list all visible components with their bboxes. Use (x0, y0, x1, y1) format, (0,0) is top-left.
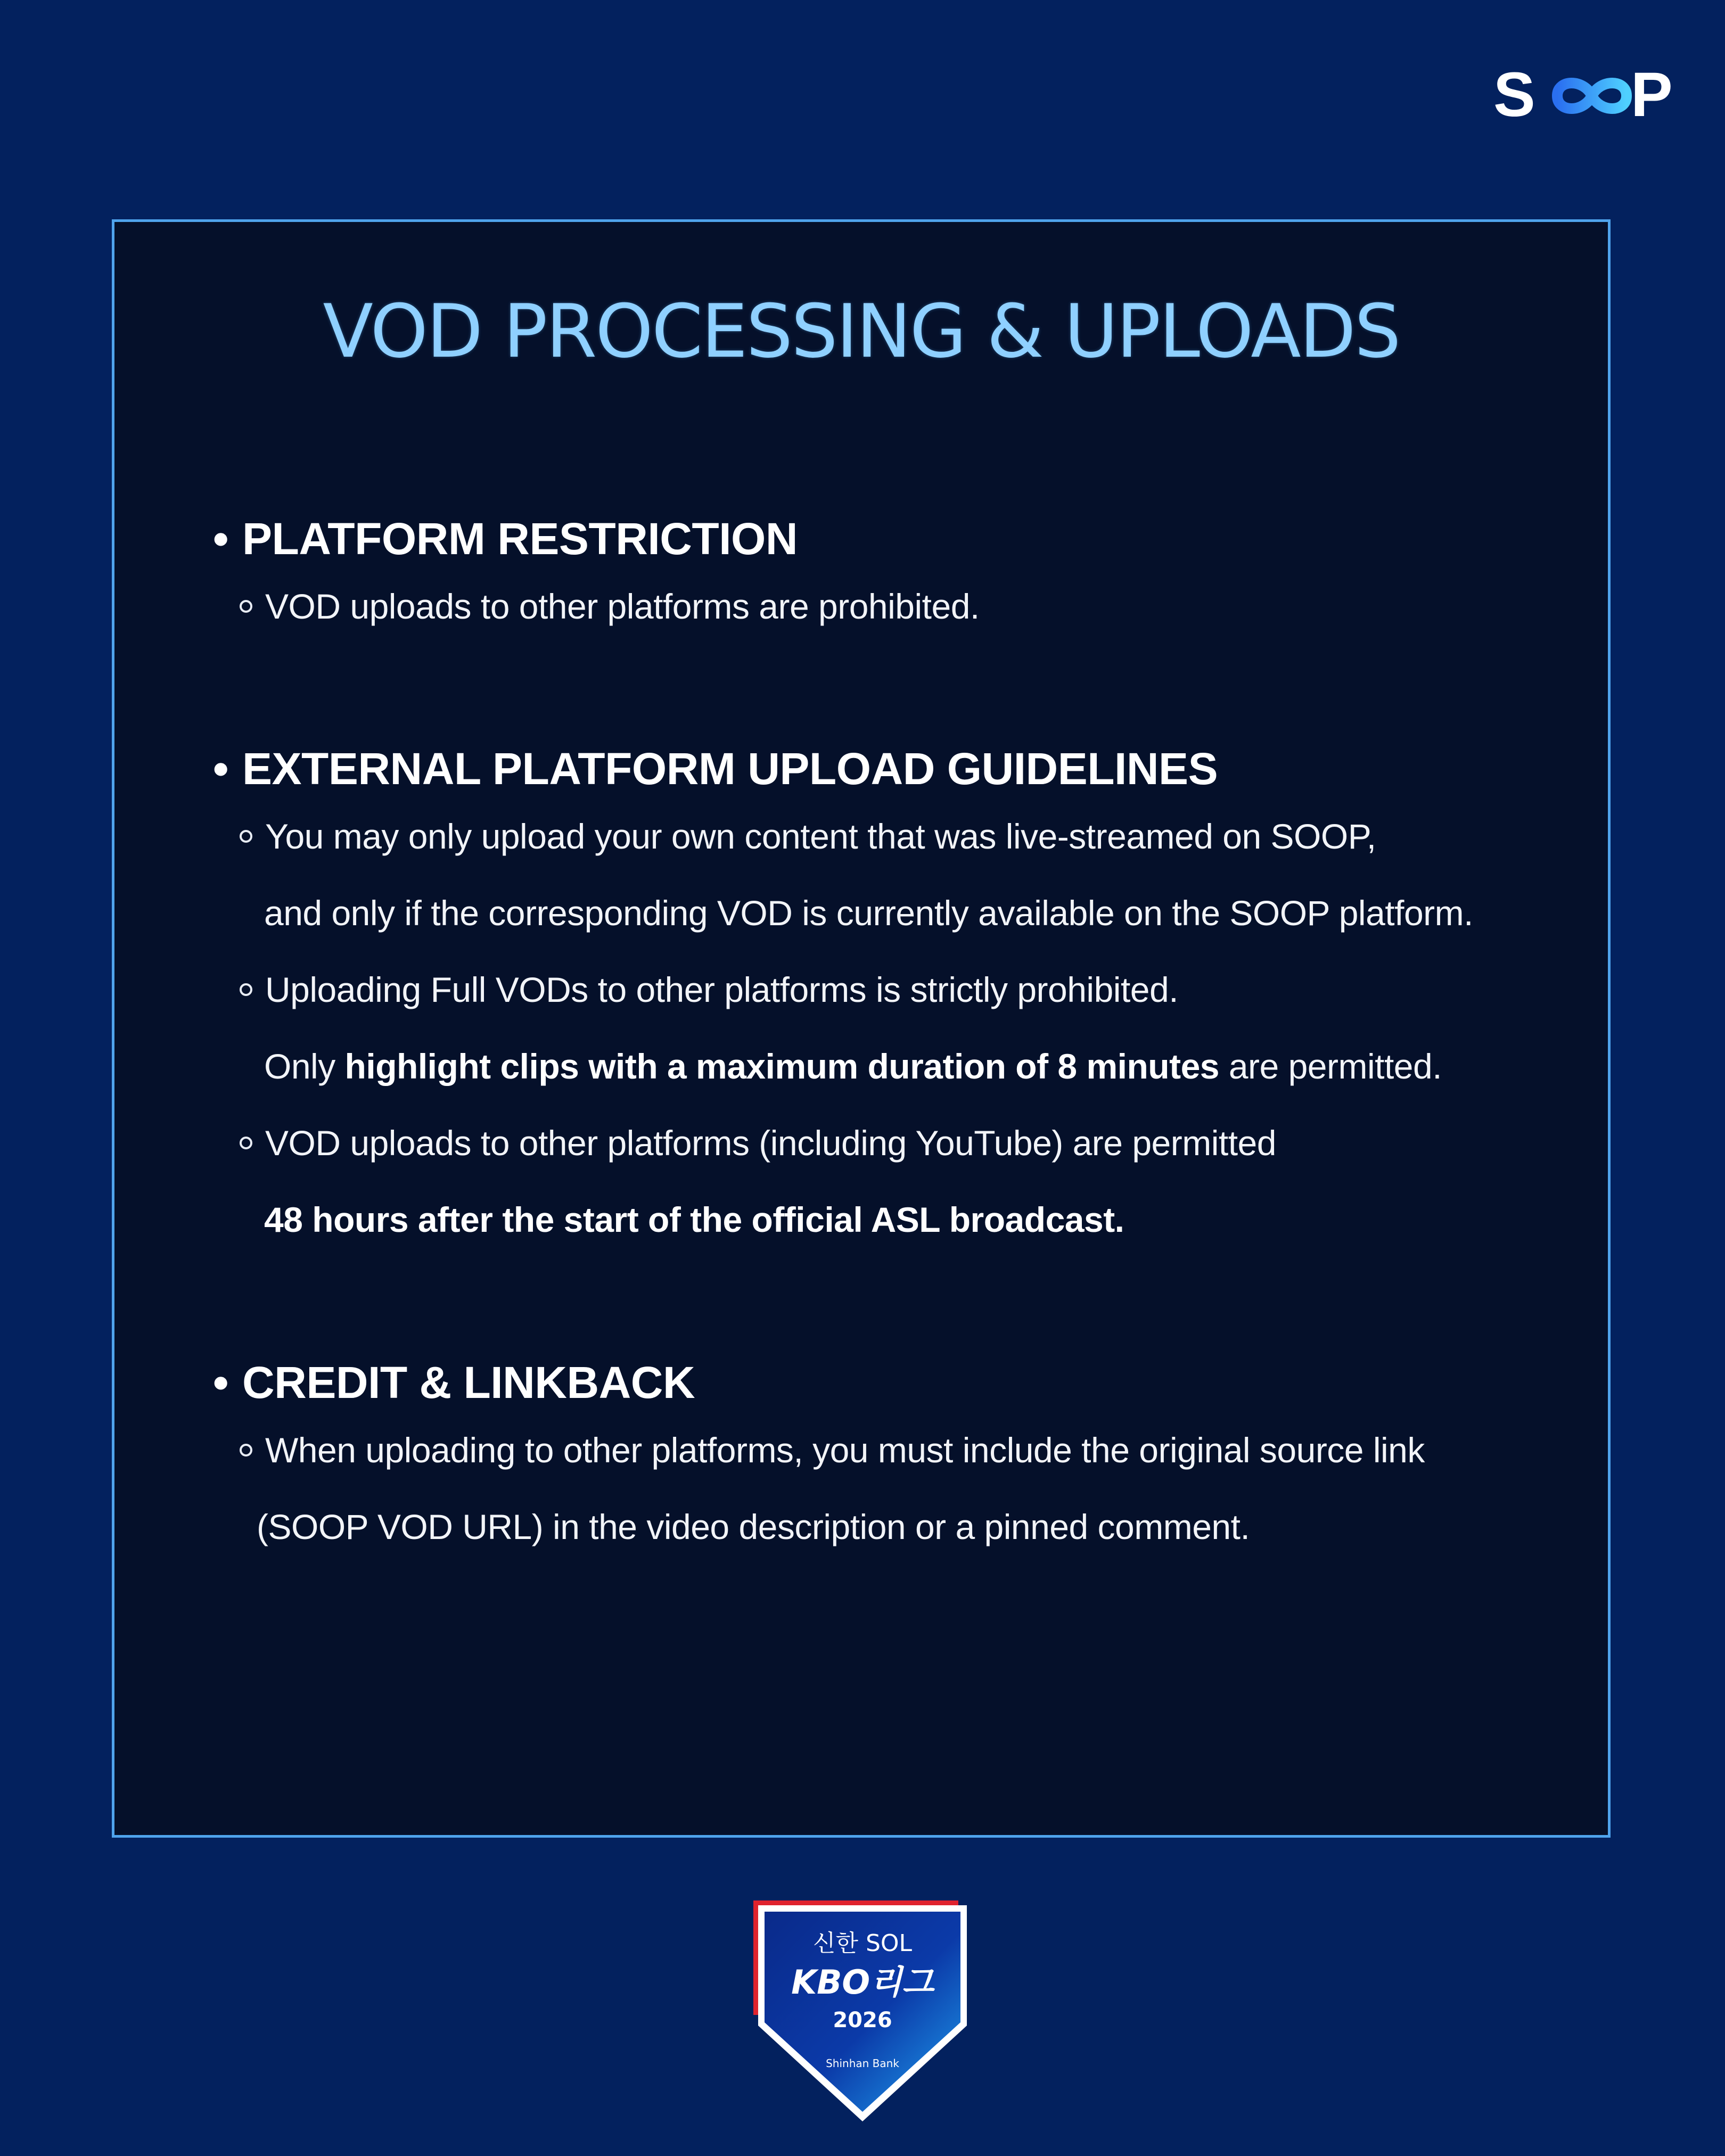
list-item-continuation (213, 1028, 1544, 1105)
sub-bullet-icon (240, 1444, 252, 1456)
list-item-text: You may only upload your own content that was live-streamed on SOOP, (265, 817, 1376, 856)
list-item-text: Uploading Full VODs to other platforms is strictly prohibited. (265, 970, 1179, 1009)
list-item (213, 951, 1544, 1028)
bullet: • (213, 744, 228, 794)
text-run: Only (264, 1047, 345, 1086)
heading-text: EXTERNAL PLATFORM UPLOAD GUIDELINES (242, 744, 1218, 794)
badge-league: KBO리그 (791, 1963, 934, 2002)
section-heading (213, 509, 1544, 568)
section-credit-linkback (213, 1353, 1544, 1565)
list-item-text: When uploading to other platforms, you must include the original source link (265, 1430, 1425, 1470)
heading-text: CREDIT & LINKBACK (242, 1357, 695, 1408)
section-heading (213, 1353, 1544, 1412)
kbo-league-badge (751, 1898, 974, 2121)
bullet: • (213, 1357, 228, 1408)
list-item-text: VOD uploads to other platforms (including YouTube) are permitted (265, 1123, 1276, 1163)
soop-logo (1493, 64, 1677, 128)
sub-bullet-icon (240, 600, 252, 613)
list-item-continuation: and only if the corresponding VOD is currently available on the SOOP platform. (264, 893, 1473, 933)
list-item-continuation: (SOOP VOD URL) in the video description or a pinned comment. (257, 1507, 1250, 1546)
content-panel (112, 219, 1611, 1838)
section-heading (213, 739, 1544, 798)
badge-bank: Shinhan Bank (826, 2057, 899, 2070)
sub-bullet-icon (240, 830, 252, 843)
list-item-continuation (213, 1181, 1544, 1258)
badge-year: 2026 (833, 2008, 892, 2032)
badge-sponsor: 신한 SOL (812, 1930, 913, 1957)
text-run: are permitted. (1219, 1047, 1442, 1086)
sub-bullet-icon (240, 1137, 252, 1149)
section-platform-restriction (213, 509, 1544, 645)
list-item-text: VOD uploads to other platforms are prohibited. (265, 587, 980, 626)
sub-bullet-icon (240, 983, 252, 996)
list-item (213, 1412, 1544, 1488)
svg-text:S: S (1493, 64, 1535, 128)
heading-text: PLATFORM RESTRICTION (242, 514, 798, 564)
list-item (213, 1105, 1544, 1181)
list-item (213, 798, 1544, 875)
emphasis-text: highlight clips with a maximum duration of 8 minutes (344, 1047, 1220, 1086)
section-external-upload-guidelines (213, 739, 1544, 1258)
emphasis-text: 48 hours after the start of the official ASL broadcast. (264, 1200, 1124, 1239)
bullet: • (213, 514, 228, 564)
list-item (213, 568, 1544, 645)
page-title: VOD PROCESSING & UPLOADS (323, 289, 1400, 374)
svg-text:P: P (1631, 64, 1673, 128)
